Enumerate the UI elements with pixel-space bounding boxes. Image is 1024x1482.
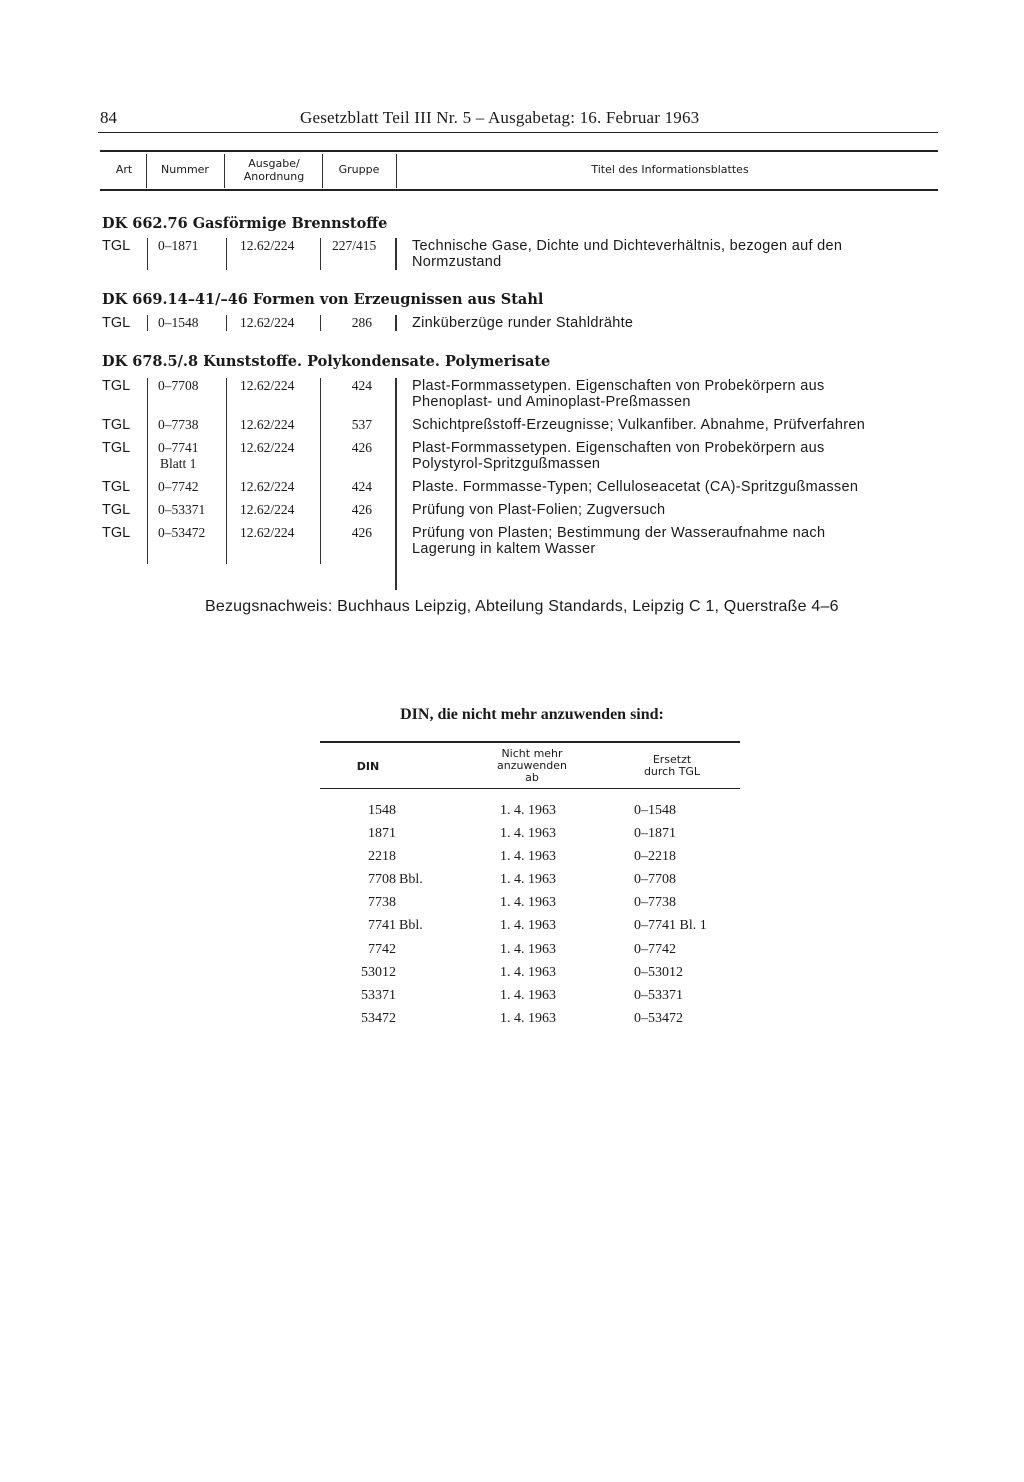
row-title-line1: Zinküberzüge runder Stahldrähte: [412, 315, 634, 331]
row-art: TGL: [102, 417, 131, 433]
row-title-line1: Plaste. Formmasse-Typen; Celluloseacetat (CA)-Spritzgußmassen: [412, 479, 859, 495]
din-number: 7708: [368, 872, 396, 887]
row-gruppe: 426: [351, 502, 372, 517]
din-number: 1871: [368, 826, 396, 841]
din-table-row: [0, 872, 1024, 892]
row-title-line1: Prüfung von Plasten; Bestimmung der Wasseraufnahme nach: [412, 525, 826, 541]
din-table-heading: DIN, die nicht mehr anzuwenden sind:: [400, 706, 664, 723]
din-column-header-ersetzt-line2: durch TGL: [643, 765, 701, 778]
section-title: DK 662.76 Gasförmige Brennstoffe: [102, 215, 388, 232]
row-datum: 12.62/224: [240, 417, 295, 432]
page-number: 84: [100, 108, 117, 127]
row-divider: [226, 378, 227, 564]
row-art: TGL: [102, 238, 131, 254]
din-number: 7742: [368, 942, 396, 957]
row-art: TGL: [102, 525, 131, 541]
row-nummer: 0–7742: [158, 479, 199, 494]
row-divider: [320, 238, 321, 270]
row-nummer: 0–53472: [158, 525, 206, 540]
row-divider: [395, 238, 397, 270]
row-title-line2: Lagerung in kaltem Wasser: [412, 541, 596, 557]
column-header-top-rule: [100, 150, 938, 152]
din-column-header-ersetzt-line1: Ersetzt: [652, 753, 692, 766]
row-datum: 12.62/224: [240, 502, 295, 517]
row-divider: [320, 315, 321, 331]
column-header-ausgabe-line2: Anordnung: [243, 170, 305, 183]
din-nicht-ab: 1. 4. 1963: [500, 803, 556, 818]
table-row: [0, 238, 1024, 270]
row-title-line1: Plast-Formmassetypen. Eigenschaften von Probekörpern aus: [412, 440, 825, 456]
din-table-row: [0, 942, 1024, 962]
din-table-row: [0, 1011, 1024, 1031]
din-ersetzt: 0–7741 Bl. 1: [634, 918, 707, 933]
din-ersetzt: 0–53472: [634, 1011, 683, 1026]
row-title-line1: Schichtpreßstoff-Erzeugnisse; Vulkanfiber. Abnahme, Prüfverfahren: [412, 417, 866, 433]
row-gruppe: 286: [351, 315, 372, 330]
din-nicht-ab: 1. 4. 1963: [500, 872, 556, 887]
row-nummer: 0–7708: [158, 378, 199, 393]
din-column-header-nicht-line3: ab: [525, 771, 539, 784]
din-number: 2218: [368, 849, 396, 864]
row-title-line2: Normzustand: [412, 254, 502, 270]
row-datum: 12.62/224: [240, 378, 295, 393]
table-row: [0, 417, 1024, 437]
column-divider: [396, 154, 397, 188]
column-divider: [146, 154, 147, 188]
din-number: 53472: [361, 1011, 396, 1026]
row-art: TGL: [102, 440, 131, 456]
row-gruppe: 537: [351, 417, 372, 432]
row-art: TGL: [102, 479, 131, 495]
table-row: [0, 502, 1024, 522]
row-datum: 12.62/224: [240, 525, 295, 540]
din-table-row: [0, 988, 1024, 1008]
din-column-header-nicht-line1: Nicht mehr: [501, 747, 563, 760]
row-gruppe: 424: [351, 378, 372, 393]
din-table-row: [0, 803, 1024, 823]
table-row: [0, 479, 1024, 499]
row-divider: [320, 378, 321, 564]
din-nicht-ab: 1. 4. 1963: [500, 1011, 556, 1026]
column-divider: [224, 154, 225, 188]
row-nummer: 0–53371: [158, 502, 206, 517]
table-row: [0, 525, 1024, 557]
din-column-header-din: DIN: [356, 760, 380, 773]
row-title-line1: Technische Gase, Dichte und Dichteverhältnis, bezogen auf den: [412, 238, 843, 254]
row-gruppe: 227/415: [332, 238, 377, 253]
column-divider: [322, 154, 323, 188]
header-rule: [98, 132, 938, 133]
din-suffix: Bbl.: [399, 918, 423, 933]
din-table-row: [0, 918, 1024, 938]
row-divider: [395, 315, 397, 331]
running-head: Gesetzblatt Teil III Nr. 5 – Ausgabetag: 16. Februar 1963: [300, 108, 700, 127]
row-art: TGL: [102, 502, 131, 518]
row-nummer: 0–7741: [158, 440, 199, 455]
column-header-gruppe: Gruppe: [338, 163, 380, 176]
row-title-line1: Plast-Formmassetypen. Eigenschaften von Probekörpern aus: [412, 378, 825, 394]
row-datum: 12.62/224: [240, 238, 295, 253]
row-gruppe: 424: [351, 479, 372, 494]
row-gruppe: 426: [351, 440, 372, 455]
bezugsnachweis: Bezugsnachweis: Buchhaus Leipzig, Abteilung Standards, Leipzig C 1, Querstraße 4–6: [205, 598, 839, 615]
row-nummer: 0–1548: [158, 315, 199, 330]
row-nummer: 0–7738: [158, 417, 199, 432]
din-nicht-ab: 1. 4. 1963: [500, 895, 556, 910]
din-ersetzt: 0–53371: [634, 988, 683, 1003]
column-header-art: Art: [115, 163, 133, 176]
table-row: [0, 378, 1024, 410]
din-table-row: [0, 965, 1024, 985]
table-row: [0, 440, 1024, 472]
din-ersetzt: 0–53012: [634, 965, 683, 980]
row-divider: [226, 238, 227, 270]
row-divider: [147, 315, 148, 331]
din-number: 1548: [368, 803, 396, 818]
row-gruppe: 426: [351, 525, 372, 540]
column-header-titel: Titel des Informationsblattes: [591, 163, 749, 176]
column-header-nummer: Nummer: [161, 163, 209, 176]
din-table-top-rule: [320, 741, 740, 743]
row-datum: 12.62/224: [240, 315, 295, 330]
din-nicht-ab: 1. 4. 1963: [500, 942, 556, 957]
din-suffix: Bbl.: [399, 872, 423, 887]
row-divider: [395, 378, 397, 590]
row-title-line1: Prüfung von Plast-Folien; Zugversuch: [412, 502, 666, 518]
din-table-row: [0, 895, 1024, 915]
row-divider: [147, 238, 148, 270]
din-table-header-rule: [320, 788, 740, 789]
row-title-line2: Polystyrol-Spritzgußmassen: [412, 456, 601, 472]
din-nicht-ab: 1. 4. 1963: [500, 918, 556, 933]
row-title-line2: Phenoplast- und Aminoplast-Preßmassen: [412, 394, 691, 410]
din-table-row: [0, 849, 1024, 869]
row-divider: [226, 315, 227, 331]
column-header-ausgabe-line1: Ausgabe/: [248, 157, 300, 170]
din-nicht-ab: 1. 4. 1963: [500, 826, 556, 841]
section-title: DK 678.5/.8 Kunststoffe. Polykondensate. Polymerisate: [102, 353, 551, 370]
din-number: 7738: [368, 895, 396, 910]
table-row: [0, 315, 1024, 335]
row-art: TGL: [102, 378, 131, 394]
row-nummer: 0–1871: [158, 238, 199, 253]
din-ersetzt: 0–7738: [634, 895, 676, 910]
row-nummer-sheet: Blatt 1: [160, 456, 197, 471]
din-ersetzt: 0–7708: [634, 872, 676, 887]
row-datum: 12.62/224: [240, 479, 295, 494]
row-datum: 12.62/224: [240, 440, 295, 455]
din-number: 7741: [368, 918, 396, 933]
din-column-header-nicht-line2: anzuwenden: [497, 759, 567, 772]
row-divider: [147, 378, 148, 564]
din-ersetzt: 0–2218: [634, 849, 676, 864]
section-title: DK 669.14–41/–46 Formen von Erzeugnissen aus Stahl: [102, 291, 544, 308]
row-art: TGL: [102, 315, 131, 331]
din-nicht-ab: 1. 4. 1963: [500, 849, 556, 864]
din-ersetzt: 0–1548: [634, 803, 676, 818]
column-header-bottom-rule: [100, 189, 938, 191]
din-table-row: [0, 826, 1024, 846]
din-ersetzt: 0–7742: [634, 942, 676, 957]
din-number: 53012: [361, 965, 396, 980]
din-ersetzt: 0–1871: [634, 826, 676, 841]
din-nicht-ab: 1. 4. 1963: [500, 965, 556, 980]
din-nicht-ab: 1. 4. 1963: [500, 988, 556, 1003]
din-number: 53371: [361, 988, 396, 1003]
